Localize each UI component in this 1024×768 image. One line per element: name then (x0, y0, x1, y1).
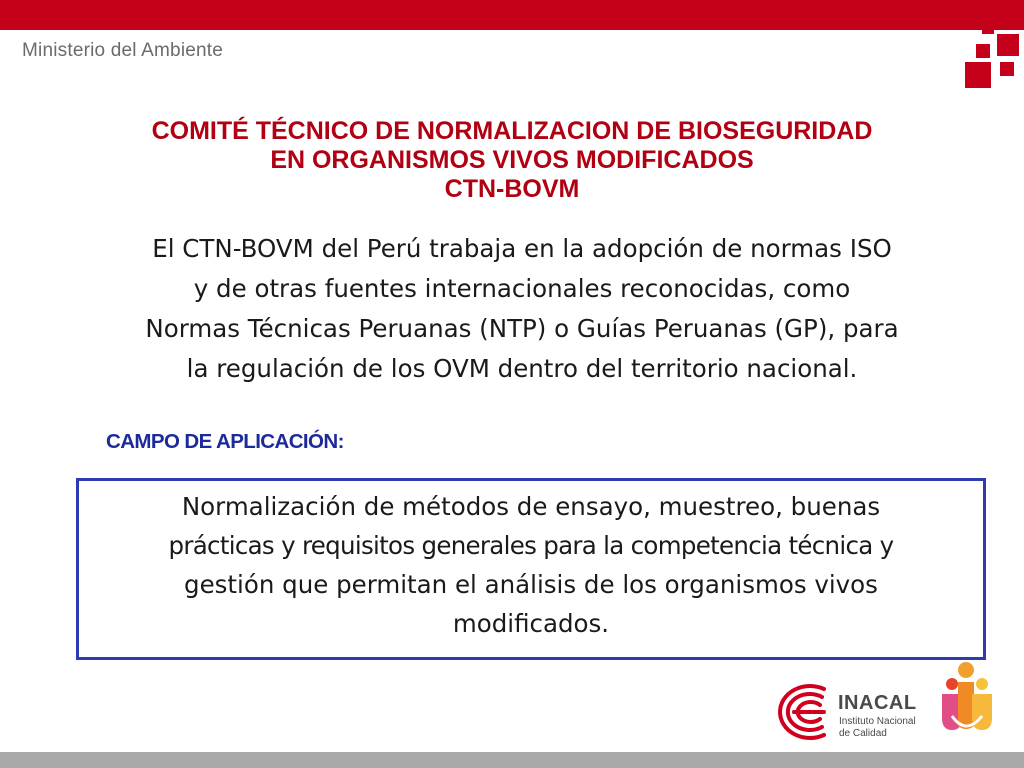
ministry-name: Ministerio del Ambiente (22, 40, 224, 61)
scope-line: modificados. (452, 609, 610, 638)
page-title (40, 117, 984, 204)
intro-line: El CTN-BOVM del Perú trabaja en la adopción de normas ISO (152, 234, 892, 263)
top-red-bar (0, 0, 1024, 30)
inacal-name: INACAL (838, 692, 917, 714)
intro-paragraph (60, 229, 984, 389)
scope-line: Normalización de métodos de ensayo, muestreo, buenas (181, 492, 881, 521)
scope-text (79, 487, 983, 643)
footer-bar (0, 752, 1024, 768)
inacal-subtitle-line: de Calidad (839, 728, 887, 739)
people-logo (938, 660, 998, 736)
title-line: EN ORGANISMOS VIVOS MODIFICADOS (270, 146, 754, 174)
scope-line: prácticas y requisitos generales para la competencia técnica y (168, 531, 894, 560)
inacal-subtitle (839, 716, 939, 740)
scope-line: gestión que permitan el análisis de los organismos vivos (184, 570, 878, 599)
inacal-logo (754, 681, 830, 743)
title-line: COMITÉ TÉCNICO DE NORMALIZACION DE BIOSEGURIDAD (151, 117, 873, 145)
inacal-subtitle-line: Instituto Nacional (839, 716, 916, 727)
intro-line: Normas Técnicas Peruanas (NTP) o Guías Peruanas (GP), para (145, 314, 899, 343)
intro-line: la regulación de los OVM dentro del territorio nacional. (186, 354, 858, 383)
scope-heading: CAMPO DE APLICACIÓN: (106, 430, 344, 453)
scope-box (76, 478, 986, 660)
title-line: CTN-BOVM (444, 175, 580, 203)
intro-line: y de otras fuentes internacionales reconocidas, como (193, 274, 851, 303)
